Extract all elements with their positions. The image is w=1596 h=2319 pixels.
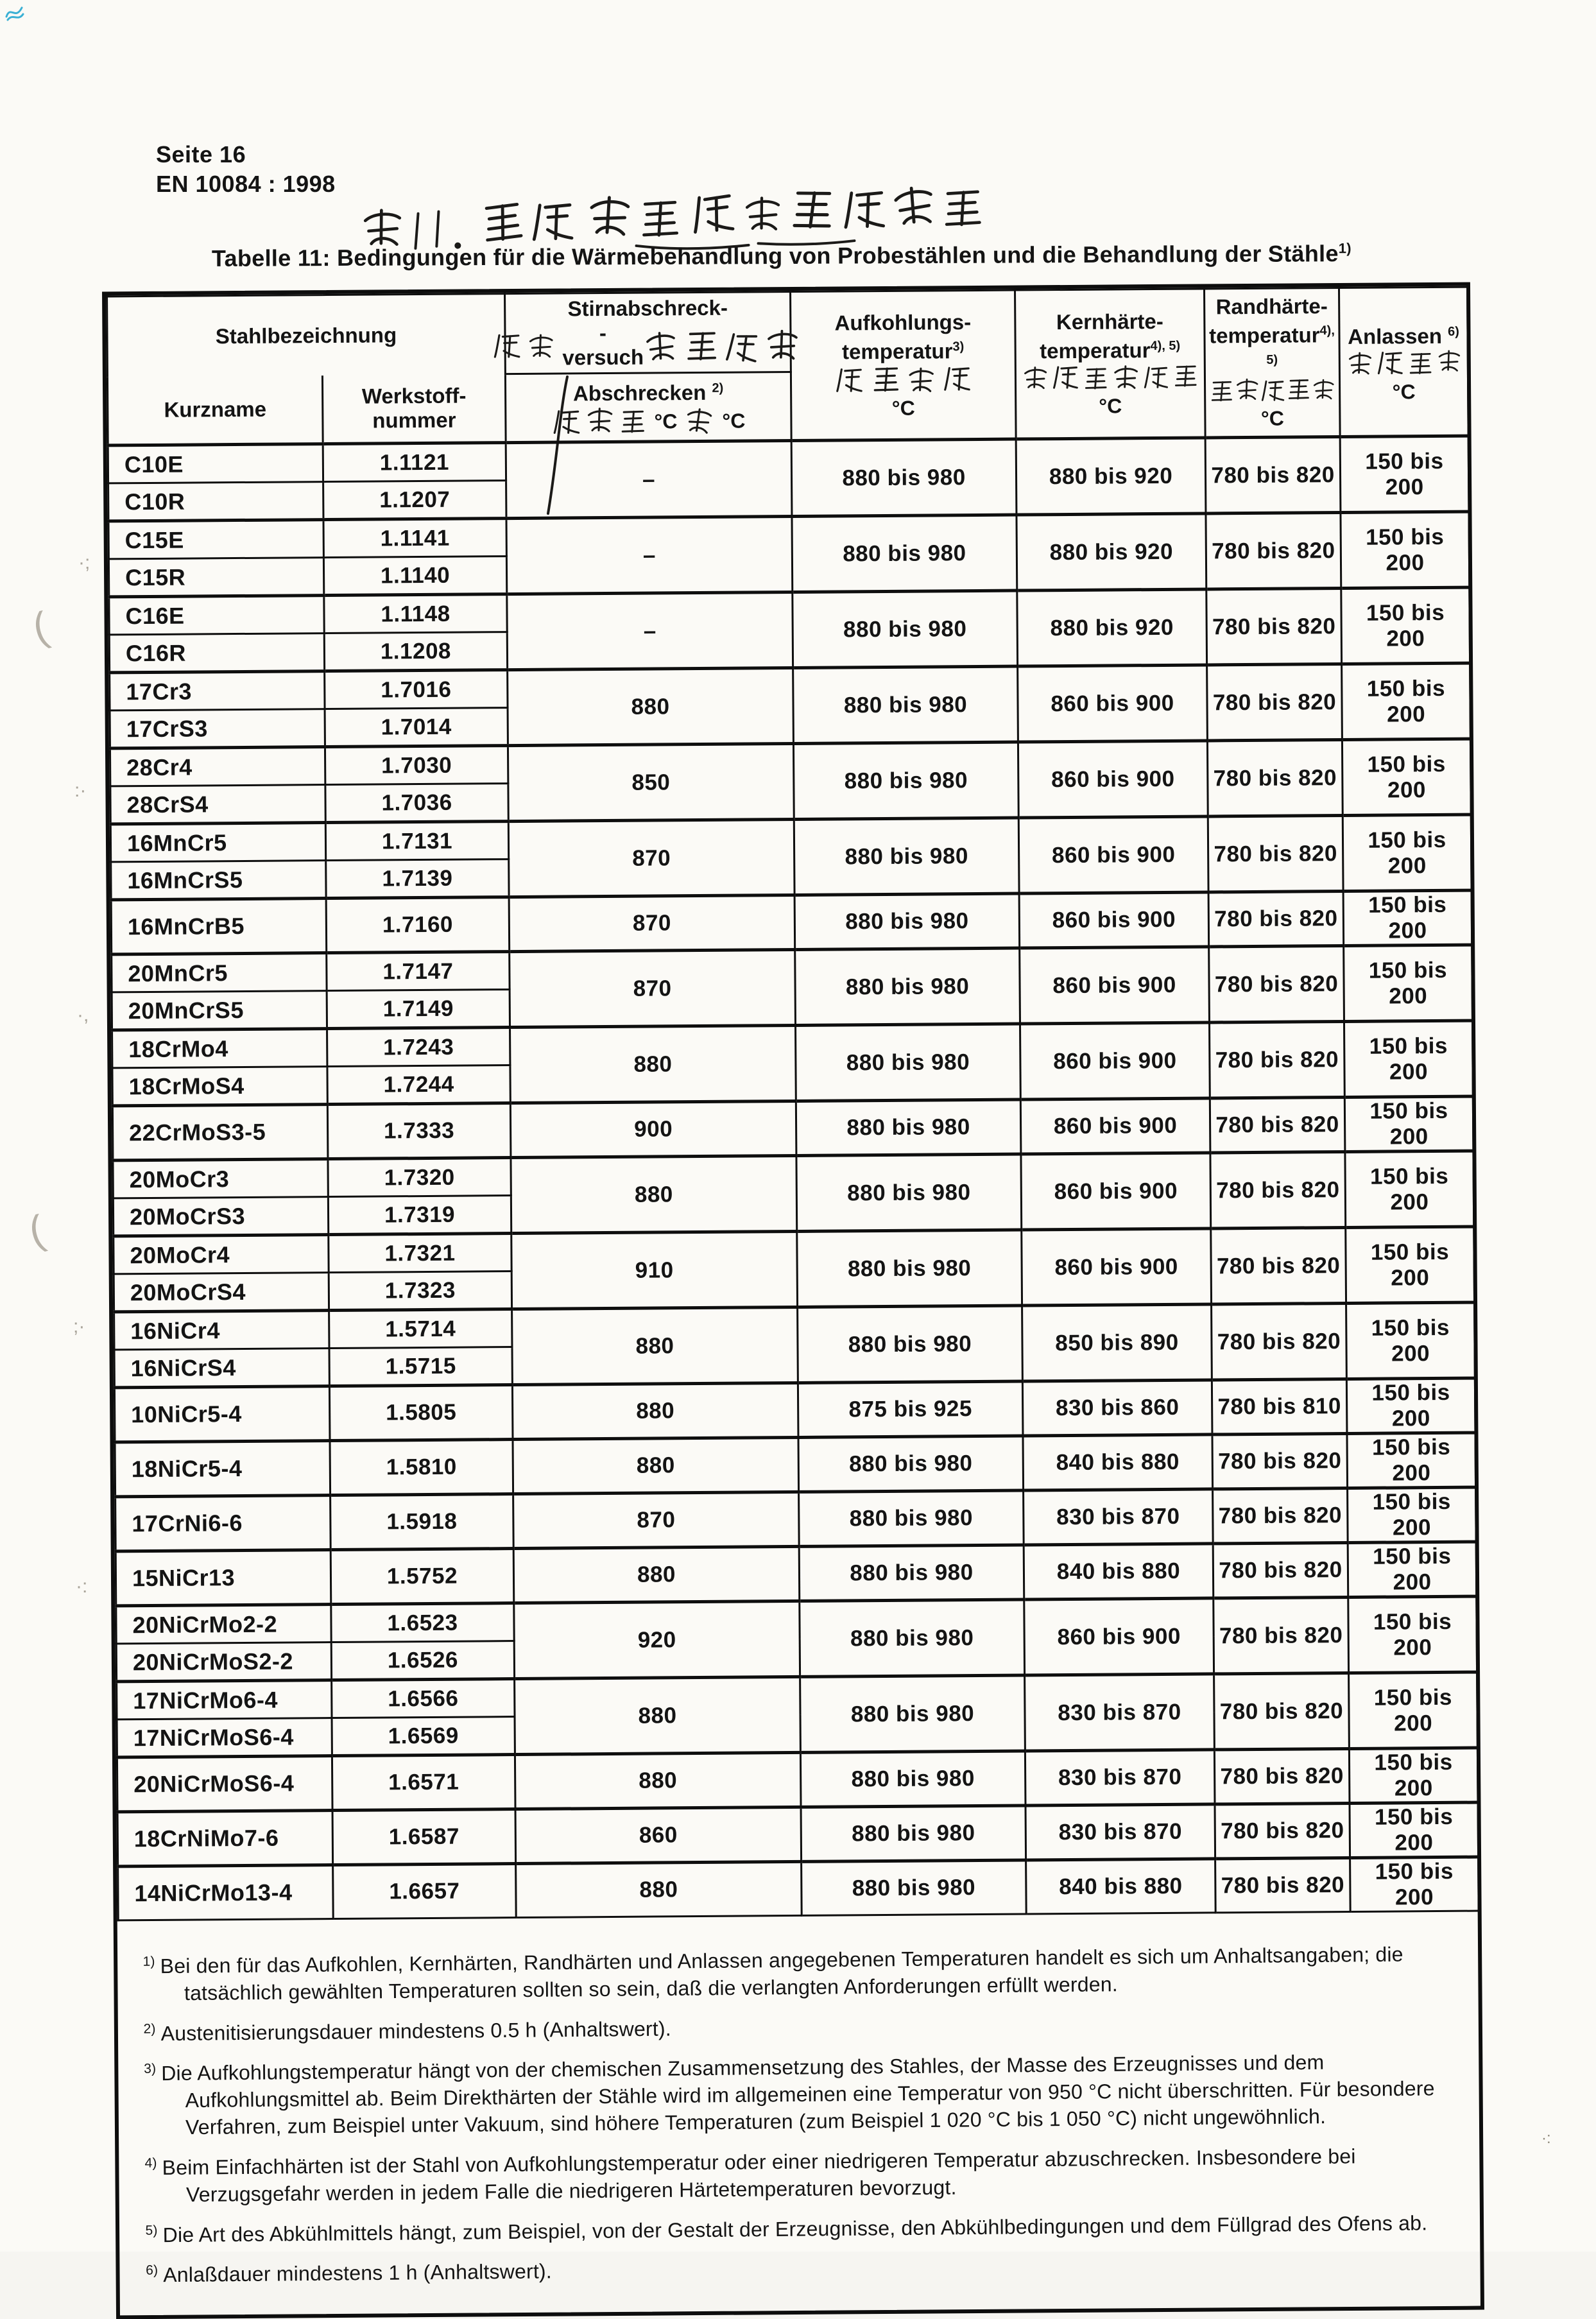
- header-abschrecken-unit-2: °C: [722, 409, 746, 433]
- handwritten-annotation-kernhaerte: [1022, 362, 1199, 393]
- footnote: [144, 2043, 1457, 2141]
- aufkohlungstemperatur-cell: 880 bis 980: [796, 1024, 1021, 1101]
- werkstoffnummer-cell: 1.7147: [327, 952, 510, 991]
- werkstoffnummer-cell: 1.1207: [323, 481, 506, 520]
- steel-kurzname-cell: 16NiCrS4: [114, 1349, 329, 1388]
- aufkohlungstemperatur-cell: 880 bis 980: [793, 742, 1018, 819]
- header-kernhaerte-line1: Kernhärte-: [1056, 309, 1163, 334]
- abschrecken-cell: –: [506, 440, 792, 518]
- werkstoffnummer-cell: 1.5918: [330, 1494, 514, 1550]
- steel-kurzname-cell: C15R: [108, 558, 323, 597]
- steel-kurzname-cell: 20MnCr5: [112, 953, 327, 992]
- steel-kurzname-cell: 20MnCrS5: [112, 991, 327, 1030]
- table-row: [116, 1487, 1477, 1551]
- werkstoffnummer-cell: 1.7319: [328, 1196, 511, 1235]
- randhaertetemperatur-cell: 780 bis 820: [1210, 1151, 1346, 1228]
- header-werkstoffnummer: [322, 374, 506, 444]
- steel-kurzname-cell: 18NiCr5-4: [115, 1441, 330, 1497]
- header-stirnabschreckversuch: [505, 291, 791, 374]
- kernhaertetemperatur-cell: 860 bis 900: [1022, 1228, 1212, 1306]
- aufkohlungstemperatur-cell: 880 bis 980: [796, 1099, 1021, 1155]
- header-abschrecken: [505, 372, 791, 442]
- table-header: [107, 287, 1469, 445]
- werkstoffnummer-cell: 1.1140: [323, 556, 506, 596]
- header-werkstoffnummer-line1: Werkstoff-: [361, 383, 467, 408]
- scan-smudge: ·:: [76, 1576, 88, 1597]
- aufkohlungstemperatur-cell: 880 bis 980: [792, 515, 1017, 592]
- anlassen-cell: 150 bis 200: [1349, 1672, 1478, 1748]
- steel-kurzname-cell: 15NiCr13: [116, 1550, 331, 1606]
- anlassen-cell: 150 bis 200: [1344, 1096, 1473, 1151]
- header-abschrecken-unit-1: °C: [654, 409, 678, 433]
- header-stahlbezeichnung-label: Stahlbezeichnung: [215, 323, 397, 348]
- randhaertetemperatur-cell: 780 bis 820: [1214, 1597, 1349, 1673]
- handwritten-annotation-abschrecken: [508, 404, 789, 438]
- werkstoffnummer-cell: 1.7320: [328, 1158, 511, 1197]
- randhaertetemperatur-cell: 780 bis 820: [1209, 945, 1344, 1022]
- abschrecken-cell: 880: [515, 1677, 801, 1754]
- werkstoffnummer-cell: 1.6526: [331, 1641, 514, 1680]
- aufkohlungstemperatur-cell: 880 bis 980: [800, 1751, 1025, 1807]
- scan-smudge: ·,: [77, 1004, 89, 1026]
- header-anlassen: [1339, 287, 1469, 436]
- table-title-footnote-marker: 1): [1338, 240, 1351, 257]
- werkstoffnummer-cell: 1.7243: [327, 1028, 510, 1067]
- werkstoffnummer-cell: 1.5714: [329, 1309, 512, 1349]
- werkstoffnummer-cell: 1.1141: [323, 519, 506, 558]
- footnote: [146, 2245, 1459, 2288]
- kernhaertetemperatur-cell: 840 bis 880: [1026, 1859, 1216, 1914]
- handwritten-abschrecken-scribble-2: [683, 405, 716, 437]
- steel-kurzname-cell: 18CrMo4: [112, 1029, 327, 1068]
- werkstoffnummer-cell: 1.5752: [330, 1549, 514, 1605]
- werkstoffnummer-cell: 1.7139: [326, 859, 509, 899]
- kernhaertetemperatur-cell: 880 bis 920: [1017, 513, 1206, 591]
- abschrecken-cell: 850: [508, 743, 794, 821]
- page-header: [156, 140, 336, 199]
- aufkohlungstemperatur-cell: 880 bis 980: [800, 1675, 1025, 1752]
- abschrecken-cell: 870: [508, 819, 794, 897]
- abschrecken-cell: 880: [513, 1546, 800, 1603]
- scan-smudge: (: [24, 1206, 49, 1255]
- footnote-marker: 4): [144, 2155, 157, 2171]
- table-row: [118, 1857, 1479, 1920]
- handwritten-annotation-stirn-left: [492, 330, 558, 363]
- header-anlassen-label: Anlassen: [1348, 323, 1443, 349]
- abschrecken-cell: –: [507, 592, 793, 669]
- werkstoffnummer-cell: 1.6566: [332, 1679, 515, 1718]
- randhaertetemperatur-cell: 780 bis 820: [1210, 1097, 1345, 1152]
- steel-kurzname-cell: 20NiCrMoS2-2: [116, 1642, 331, 1682]
- steel-kurzname-cell: 17Cr3: [110, 671, 325, 711]
- handwritten-abschrecken-scribble-1: [551, 406, 648, 438]
- anlassen-cell: 150 bis 200: [1345, 1151, 1474, 1227]
- anlassen-cell: 150 bis 200: [1346, 1302, 1475, 1379]
- steel-kurzname-cell: 22CrMoS3-5: [112, 1105, 328, 1160]
- anlassen-cell: 150 bis 200: [1348, 1542, 1477, 1597]
- werkstoffnummer-cell: 1.6657: [333, 1864, 517, 1919]
- anlassen-cell: 150 bis 200: [1343, 815, 1472, 891]
- header-aufkohlungstemperatur: [791, 290, 1017, 440]
- werkstoffnummer-cell: 1.7149: [327, 990, 510, 1029]
- footnote-text: Bei den für das Aufkohlen, Kernhärten, Randhärten und Anlassen angegebenen Temperaturen handelt es sich um Anhaltsangaben; die tatsächlich gewählten Temperaturen sollten so sein, daß die verlangten Anforderungen erfüllt werden.: [160, 1942, 1403, 2004]
- steel-kurzname-cell: 28CrS4: [110, 785, 325, 824]
- steel-kurzname-cell: 16NiCr4: [114, 1311, 329, 1350]
- footnote-marker: 2): [143, 2021, 156, 2037]
- table-row: [117, 1802, 1479, 1866]
- header-abschrecken-note: 2): [712, 381, 724, 395]
- randhaertetemperatur-cell: 780 bis 820: [1206, 589, 1342, 665]
- aufkohlungstemperatur-cell: 880 bis 980: [798, 1436, 1024, 1492]
- randhaertetemperatur-cell: 780 bis 820: [1207, 664, 1343, 741]
- steel-kurzname-cell: 18CrMoS4: [112, 1067, 327, 1106]
- kernhaertetemperatur-cell: 860 bis 900: [1018, 741, 1208, 818]
- kernhaertetemperatur-cell: 840 bis 880: [1023, 1435, 1213, 1490]
- abschrecken-cell: 880: [513, 1437, 799, 1494]
- header-aufkohlung-line1: Aufkohlungs-: [834, 309, 972, 335]
- steel-kurzname-cell: C16E: [109, 596, 324, 635]
- kernhaertetemperatur-cell: 860 bis 900: [1021, 1153, 1211, 1230]
- anlassen-cell: 150 bis 200: [1347, 1433, 1476, 1488]
- footnote: [145, 2205, 1458, 2248]
- page-number-label: Seite 16: [156, 141, 246, 168]
- werkstoffnummer-cell: 1.6587: [332, 1809, 516, 1865]
- kernhaertetemperatur-cell: 860 bis 900: [1024, 1598, 1214, 1675]
- table-title-text: Tabelle 11: Bedingungen für die Wärmebehandlung von Probestählen und die Behandlung der Stähle: [211, 240, 1339, 272]
- steel-kurzname-cell: 20MoCrS3: [113, 1197, 328, 1236]
- werkstoffnummer-cell: 1.7030: [325, 746, 508, 785]
- kernhaertetemperatur-cell: 860 bis 900: [1019, 892, 1209, 948]
- header-stirnabschreck-line1: Stirnabschreck-: [567, 295, 728, 321]
- heat-treatment-table: [106, 286, 1480, 1922]
- randhaertetemperatur-cell: 780 bis 820: [1210, 1021, 1345, 1098]
- kernhaertetemperatur-cell: 860 bis 900: [1020, 1098, 1210, 1154]
- steel-kurzname-cell: 16MnCr5: [110, 823, 325, 862]
- header-kernhaertetemperatur: [1015, 289, 1206, 439]
- header-stahlbezeichnung: [107, 294, 506, 377]
- table-row: [112, 1096, 1473, 1160]
- kernhaertetemperatur-cell: 880 bis 920: [1016, 438, 1206, 515]
- header-kurzname: [107, 375, 323, 445]
- steel-kurzname-cell: 20MoCrS4: [114, 1273, 329, 1312]
- steel-kurzname-cell: 17NiCrMo6-4: [117, 1680, 332, 1720]
- steel-table-body: [108, 436, 1479, 1920]
- werkstoffnummer-cell: 1.1208: [324, 632, 507, 671]
- header-kernhaerte-line2: temperatur: [1040, 338, 1151, 363]
- header-randhaerte-note: 4), 5): [1266, 323, 1335, 367]
- scan-smudge: ·;: [78, 552, 90, 573]
- abschrecken-cell: –: [506, 516, 793, 594]
- handwritten-annotation-anlassen: [1346, 348, 1461, 378]
- footnote: [142, 1936, 1456, 2006]
- randhaertetemperatur-cell: 780 bis 820: [1208, 816, 1343, 892]
- kernhaertetemperatur-cell: 860 bis 900: [1020, 947, 1210, 1024]
- header-anlassen-unit: °C: [1392, 379, 1416, 403]
- werkstoffnummer-cell: 1.7321: [329, 1234, 511, 1273]
- anlassen-cell: 150 bis 200: [1343, 890, 1472, 945]
- table-row: [114, 1378, 1475, 1442]
- steel-kurzname-cell: 20NiCrMo2-2: [116, 1605, 331, 1644]
- table-row: [111, 890, 1472, 954]
- werkstoffnummer-cell: 1.7014: [325, 708, 508, 747]
- aufkohlungstemperatur-cell: 880 bis 980: [797, 1230, 1022, 1307]
- steel-kurzname-cell: 28Cr4: [110, 747, 325, 786]
- scan-smudge: ·:: [1541, 2130, 1551, 2147]
- footnote: [143, 2003, 1456, 2047]
- werkstoffnummer-cell: 1.6523: [331, 1603, 514, 1642]
- steel-kurzname-cell: 18CrNiMo7-6: [117, 1811, 333, 1866]
- kernhaertetemperatur-cell: 830 bis 870: [1025, 1674, 1215, 1751]
- werkstoffnummer-cell: 1.7036: [325, 784, 508, 823]
- randhaertetemperatur-cell: 780 bis 820: [1208, 892, 1344, 947]
- handwritten-annotation-randhaerte: [1208, 376, 1336, 405]
- aufkohlungstemperatur-cell: 875 bis 925: [798, 1381, 1023, 1437]
- table-row: [117, 1748, 1478, 1812]
- anlassen-cell: 150 bis 200: [1348, 1487, 1477, 1542]
- header-abschrecken-label: Abschrecken: [572, 380, 707, 406]
- aufkohlungstemperatur-cell: 880 bis 980: [791, 439, 1017, 516]
- werkstoffnummer-cell: 1.7333: [327, 1103, 511, 1159]
- randhaertetemperatur-cell: 780 bis 820: [1213, 1488, 1348, 1543]
- werkstoffnummer-cell: 1.7131: [325, 822, 508, 861]
- anlassen-cell: 150 bis 200: [1346, 1227, 1475, 1303]
- randhaertetemperatur-cell: 780 bis 810: [1212, 1379, 1347, 1434]
- header-randhaerte-line2: temperatur: [1209, 323, 1320, 348]
- kernhaertetemperatur-cell: 880 bis 920: [1017, 589, 1207, 666]
- steel-kurzname-cell: 16MnCrS5: [111, 861, 326, 900]
- header-stirnabschreck-line2: -versuch: [562, 320, 644, 370]
- footnote-text: Die Art des Abkühlmittels hängt, zum Beispiel, von der Gestalt der Erzeugnisse, den Abkühlbedingungen und dem Füllgrad des Ofens ab.: [162, 2211, 1428, 2246]
- abschrecken-cell: 870: [509, 895, 795, 951]
- aufkohlungstemperatur-cell: 880 bis 980: [799, 1545, 1024, 1601]
- aufkohlungstemperatur-cell: 880 bis 980: [799, 1490, 1024, 1546]
- randhaertetemperatur-cell: 780 bis 820: [1211, 1227, 1346, 1304]
- table-title: [212, 240, 1351, 272]
- aufkohlungstemperatur-cell: 880 bis 980: [800, 1599, 1025, 1677]
- header-kernhaerte-unit: °C: [1099, 393, 1122, 418]
- footnote-marker: 5): [145, 2223, 158, 2238]
- table-outer-box: [102, 282, 1484, 2319]
- aufkohlungstemperatur-cell: 880 bis 980: [794, 818, 1019, 895]
- abschrecken-cell: 880: [512, 1307, 798, 1384]
- abschrecken-cell: 920: [514, 1601, 800, 1678]
- abschrecken-cell: 880: [508, 668, 794, 745]
- randhaertetemperatur-cell: 780 bis 820: [1212, 1433, 1348, 1488]
- table-row: [115, 1433, 1476, 1497]
- standard-label: EN 10084 : 1998: [156, 171, 336, 197]
- anlassen-cell: 150 bis 200: [1341, 587, 1470, 664]
- header-randhaerte-line1: Randhärte-: [1215, 294, 1328, 319]
- steel-kurzname-cell: 17NiCrMoS6-4: [117, 1718, 332, 1757]
- werkstoffnummer-cell: 1.7016: [325, 670, 508, 709]
- abschrecken-cell: 900: [510, 1101, 796, 1157]
- header-aufkohlung-unit: °C: [891, 396, 915, 420]
- footnote-marker: 3): [144, 2061, 157, 2077]
- randhaertetemperatur-cell: 780 bis 820: [1212, 1303, 1347, 1379]
- anlassen-cell: 150 bis 200: [1340, 436, 1469, 512]
- aufkohlungstemperatur-cell: 880 bis 980: [793, 591, 1018, 668]
- anlassen-cell: 150 bis 200: [1350, 1857, 1479, 1911]
- handwritten-annotation-stirn-right: [644, 326, 804, 363]
- randhaertetemperatur-cell: 780 bis 820: [1206, 513, 1341, 589]
- kernhaertetemperatur-cell: 830 bis 870: [1025, 1804, 1215, 1860]
- werkstoffnummer-cell: 1.5810: [330, 1440, 513, 1496]
- footnote-text: Beim Einfachhärten ist der Stahl von Aufkohlungstemperatur oder einer niedrigeren Temperatur abzuschrecken. Insbesondere bei Verzugsgefahr werden in jedem Falle die niedrigeren Härtetemperaturen bevorzugt.: [162, 2144, 1356, 2206]
- abschrecken-cell: 870: [510, 949, 796, 1027]
- kernhaertetemperatur-cell: 840 bis 880: [1024, 1544, 1214, 1599]
- randhaertetemperatur-cell: 780 bis 820: [1205, 437, 1341, 513]
- steel-kurzname-cell: 10NiCr5-4: [114, 1386, 330, 1442]
- werkstoffnummer-cell: 1.5805: [329, 1385, 513, 1441]
- anlassen-cell: 150 bis 200: [1341, 512, 1470, 588]
- kernhaertetemperatur-cell: 850 bis 890: [1022, 1304, 1212, 1381]
- header-aufkohlung-line2: temperatur: [841, 338, 953, 363]
- kernhaertetemperatur-cell: 830 bis 870: [1024, 1489, 1214, 1545]
- werkstoffnummer-cell: 1.7244: [327, 1065, 510, 1105]
- steel-kurzname-cell: 20NiCrMoS6-4: [117, 1756, 332, 1812]
- abschrecken-cell: 910: [511, 1231, 798, 1309]
- kernhaertetemperatur-cell: 860 bis 900: [1018, 816, 1208, 893]
- footnote-marker: 6): [146, 2263, 159, 2279]
- steel-kurzname-cell: 16MnCrB5: [111, 899, 327, 954]
- anlassen-cell: 150 bis 200: [1350, 1802, 1479, 1858]
- werkstoffnummer-cell: 1.5715: [329, 1347, 512, 1386]
- scan-smudge: :·: [74, 780, 87, 801]
- aufkohlungstemperatur-cell: 880 bis 980: [794, 893, 1020, 949]
- aufkohlungstemperatur-cell: 880 bis 980: [795, 948, 1020, 1025]
- randhaertetemperatur-cell: 780 bis 820: [1214, 1748, 1350, 1804]
- steel-kurzname-cell: C16R: [109, 634, 324, 673]
- abschrecken-cell: 880: [511, 1155, 797, 1233]
- steel-kurzname-cell: 17CrNi6-6: [116, 1496, 331, 1551]
- randhaertetemperatur-cell: 780 bis 820: [1214, 1673, 1350, 1749]
- abschrecken-cell: 880: [516, 1861, 802, 1917]
- werkstoffnummer-cell: 1.6571: [332, 1755, 515, 1811]
- steel-kurzname-cell: C15E: [108, 520, 323, 559]
- handwritten-annotation-aufkohlung: [834, 363, 972, 395]
- abschrecken-cell: 880: [515, 1752, 801, 1809]
- anlassen-cell: 150 bis 200: [1342, 739, 1471, 815]
- footnote-text: Anlaßdauer mindestens 1 h (Anhaltswert).: [163, 2259, 553, 2287]
- kernhaertetemperatur-cell: 830 bis 870: [1025, 1750, 1215, 1806]
- header-kernhaerte-note: 4), 5): [1150, 338, 1181, 353]
- kernhaertetemperatur-cell: 860 bis 900: [1020, 1022, 1210, 1099]
- footnote-text: Austenitisierungsdauer mindestens 0.5 h (Anhaltswert).: [160, 2017, 672, 2045]
- aufkohlungstemperatur-cell: 880 bis 980: [793, 666, 1018, 743]
- werkstoffnummer-cell: 1.7160: [326, 897, 510, 953]
- header-randhaerte-unit: °C: [1260, 406, 1285, 430]
- anlassen-cell: 150 bis 200: [1346, 1378, 1475, 1433]
- randhaertetemperatur-cell: 780 bis 820: [1207, 740, 1343, 816]
- anlassen-cell: 150 bis 200: [1342, 663, 1471, 739]
- steel-kurzname-cell: 20MoCr3: [113, 1159, 328, 1198]
- steel-kurzname-cell: 20MoCr4: [114, 1235, 329, 1274]
- header-randhaertetemperatur: [1205, 288, 1341, 438]
- scan-smudge: ;·: [73, 1316, 85, 1337]
- kernhaertetemperatur-cell: 860 bis 900: [1018, 665, 1208, 742]
- footnote-text: Die Aufkohlungstemperatur hängt von der chemischen Zusammensetzung des Stahles, der Masse des Erzeugnisses und dem Aufkohlungsmittel ab. Beim Direkthärten der Stähle wird im allgemeinen eine Temperatur von 950 °C nicht überschritten. Für besondere Verfahren, zum Beispiel unter Vakuum, sind höhere Temperaturen (zum Beispiel 1 020 °C bis 1 050 °C) nicht ungewöhnlich.: [161, 2051, 1435, 2139]
- anlassen-cell: 150 bis 200: [1348, 1596, 1477, 1673]
- randhaertetemperatur-cell: 780 bis 820: [1215, 1803, 1350, 1858]
- header-anlassen-note: 6): [1447, 324, 1459, 339]
- scan-corner-mark: [4, 3, 26, 22]
- randhaertetemperatur-cell: 780 bis 820: [1213, 1542, 1348, 1598]
- aufkohlungstemperatur-cell: 880 bis 980: [801, 1806, 1026, 1861]
- werkstoffnummer-cell: 1.7323: [329, 1272, 511, 1311]
- anlassen-cell: 150 bis 200: [1344, 945, 1473, 1021]
- anlassen-cell: 150 bis 200: [1344, 1021, 1473, 1097]
- steel-kurzname-cell: 14NiCrMo13-4: [118, 1865, 334, 1920]
- randhaertetemperatur-cell: 780 bis 820: [1215, 1858, 1351, 1912]
- anlassen-cell: 150 bis 200: [1349, 1748, 1478, 1803]
- header-kurzname-label: Kurzname: [164, 397, 267, 422]
- abschrecken-cell: 880: [512, 1383, 798, 1439]
- steel-kurzname-cell: C10E: [108, 444, 323, 483]
- werkstoffnummer-cell: 1.1121: [323, 443, 506, 482]
- abschrecken-cell: 880: [510, 1025, 796, 1103]
- steel-kurzname-cell: 17CrS3: [110, 709, 325, 748]
- footnote: [144, 2137, 1458, 2208]
- aufkohlungstemperatur-cell: 880 bis 980: [802, 1860, 1027, 1915]
- header-werkstoffnummer-line2: nummer: [372, 408, 456, 433]
- abschrecken-cell: 860: [515, 1807, 802, 1863]
- kernhaertetemperatur-cell: 830 bis 860: [1022, 1380, 1212, 1436]
- werkstoffnummer-cell: 1.1148: [324, 594, 507, 634]
- abschrecken-cell: 870: [513, 1492, 800, 1548]
- header-aufkohlung-note: 3): [952, 339, 965, 354]
- table-row: [116, 1542, 1477, 1606]
- steel-kurzname-cell: C10R: [108, 482, 323, 521]
- werkstoffnummer-cell: 1.6569: [332, 1717, 515, 1756]
- footnotes-list: [117, 1910, 1481, 2317]
- footnote-marker: 1): [142, 1954, 155, 1969]
- aufkohlungstemperatur-cell: 880 bis 980: [798, 1306, 1023, 1383]
- aufkohlungstemperatur-cell: 880 bis 980: [796, 1154, 1022, 1231]
- scan-smudge: (: [28, 603, 53, 651]
